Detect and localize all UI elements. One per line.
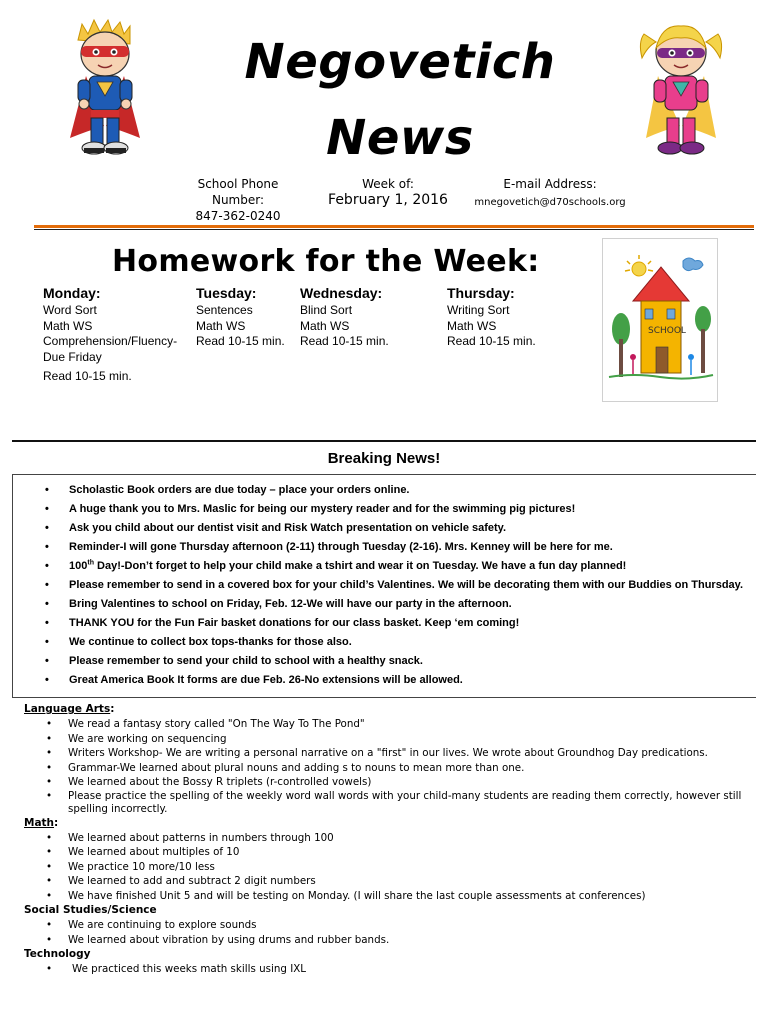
subject-heading-language-arts: Language Arts: <box>24 703 115 715</box>
subject-item: • We practiced this weeks math skills using IXL <box>24 962 754 977</box>
news-item: • A huge thank you to Mrs. Maslic for being our mystery reader and for the swimming pig pictures! <box>13 500 756 519</box>
subject-item: • We learned to add and subtract 2 digit numbers <box>24 874 754 889</box>
news-item: • Please remember to send in a covered box for your child’s Valentines. We will be decorating them with our Buddies on Thursday. <box>13 576 756 595</box>
homework-day-tuesday <box>196 284 296 350</box>
day-name: Monday: <box>43 285 101 301</box>
subject-item: • Grammar-We learned about plural nouns and adding s to nouns to mean more than one. <box>24 761 754 776</box>
email-block <box>468 176 632 211</box>
newsletter-title-line2: News <box>326 110 474 166</box>
subject-item: • We read a fantasy story called "On The Way To The Pond" <box>24 717 754 732</box>
subject-item: • We learned about multiples of 10 <box>24 845 754 860</box>
phone-label-line1: School Phone <box>197 177 279 191</box>
phone-label-line2: Number: <box>211 193 265 207</box>
phone-block <box>188 176 288 224</box>
header-divider-thin <box>34 229 754 230</box>
subject-item: • Please practice the spelling of the weekly word wall words with your child-many students are reading them correctly, however still spelling incorrectly. <box>24 790 754 816</box>
week-label: Week of: <box>362 177 414 191</box>
subject-item: • We learned about vibration by using drums and rubber bands. <box>24 933 754 948</box>
news-item: • Ask you child about our dentist visit and Risk Watch presentation on vehicle safety. <box>13 519 756 538</box>
news-item-number: 100 <box>69 560 88 572</box>
news-item: • Great America Book It forms are due Feb. 26-No extensions will be allowed. <box>13 671 756 690</box>
subject-item: • We have finished Unit 5 and will be testing on Monday. (I will share the last couple assessments at conferences) <box>24 889 754 904</box>
email-label: E-mail Address: <box>503 177 597 191</box>
homework-item: Read 10-15 min. <box>43 369 132 383</box>
homework-item: Read 10-15 min. <box>300 334 389 348</box>
homework-day-monday <box>43 284 193 385</box>
superhero-boy-illustration <box>64 18 146 160</box>
news-item-text: Day!-Don’t forget to help your child make a tshirt and wear it on Tuesday. We have a fun day planned! <box>93 560 627 572</box>
svg-text:SCHOOL: SCHOOL <box>648 326 686 336</box>
news-item: • Reminder-I will gone Thursday afternoon (2-11) through Tuesday (2-16). Mrs. Kenney will be here for me. <box>13 538 756 557</box>
homework-item: Blind Sort <box>300 303 353 317</box>
homework-item: Math WS <box>196 318 246 333</box>
breaking-news-title: Breaking News! <box>327 450 441 467</box>
subjects-section <box>24 702 754 977</box>
homework-item: Math WS <box>447 318 497 333</box>
homework-item: Read 10-15 min. <box>196 334 285 348</box>
phone-number: 847-362-0240 <box>195 209 281 223</box>
breaking-news-box <box>12 474 756 698</box>
news-item: • We continue to collect box tops-thanks for those also. <box>13 633 756 652</box>
header-divider-orange <box>34 225 754 228</box>
week-date: February 1, 2016 <box>328 192 448 208</box>
news-item: • Scholastic Book orders are due today – place your orders online. <box>13 481 756 500</box>
news-item: • Bring Valentines to school on Friday, Feb. 12-We will have our party in the afternoon. <box>13 595 756 614</box>
subject-item: • We are continuing to explore sounds <box>24 918 754 933</box>
homework-title: Homework for the Week: <box>112 244 540 279</box>
news-item <box>13 557 756 576</box>
language-arts-list <box>24 717 754 816</box>
homework-item: Due Friday <box>43 349 102 364</box>
technology-list <box>24 962 754 977</box>
day-name: Thursday: <box>447 285 515 301</box>
subject-item: • We learned about patterns in numbers through 100 <box>24 831 754 846</box>
subject-item: • We practice 10 more/10 less <box>24 860 754 875</box>
math-list <box>24 831 754 904</box>
homework-day-wednesday <box>300 284 440 350</box>
news-item-superscript: th <box>87 559 94 567</box>
homework-item: Sentences <box>196 303 253 317</box>
email-address: mnegovetich@d70schools.org <box>474 197 626 208</box>
homework-item: Read 10-15 min. <box>447 334 536 348</box>
day-name: Tuesday: <box>196 285 257 301</box>
school-drawing-image <box>602 238 718 402</box>
homework-item: Writing Sort <box>447 303 510 317</box>
homework-item: Word Sort <box>43 303 97 317</box>
news-item: • THANK YOU for the Fun Fair basket donations for our class basket. Keep ‘em coming! <box>13 614 756 633</box>
subject-heading-math: Math: <box>24 816 59 829</box>
breaking-news-top-rule <box>12 440 756 442</box>
subject-item: • Writers Workshop- We are writing a personal narrative on a "first" in our lives. We wrote about Groundhog Day predications. <box>24 746 754 761</box>
subject-heading-technology: Technology <box>24 948 91 960</box>
homework-item: Math WS <box>300 318 350 333</box>
homework-item: Comprehension/Fluency- <box>43 334 178 348</box>
subject-heading-social-studies-science: Social Studies/Science <box>24 904 157 916</box>
social-studies-list <box>24 918 754 947</box>
day-name: Wednesday: <box>300 285 383 301</box>
week-block <box>318 176 458 208</box>
newsletter-title-line1: Negovetich <box>244 34 556 90</box>
news-item: • Please remember to send your child to school with a healthy snack. <box>13 652 756 671</box>
superhero-girl-illustration <box>636 18 726 160</box>
breaking-news-list <box>13 481 756 690</box>
homework-day-thursday <box>447 284 587 350</box>
subject-item: • We learned about the Bossy R triplets (r-controlled vowels) <box>24 775 754 790</box>
subject-item: • We are working on sequencing <box>24 732 754 747</box>
homework-item: Math WS <box>43 318 93 333</box>
